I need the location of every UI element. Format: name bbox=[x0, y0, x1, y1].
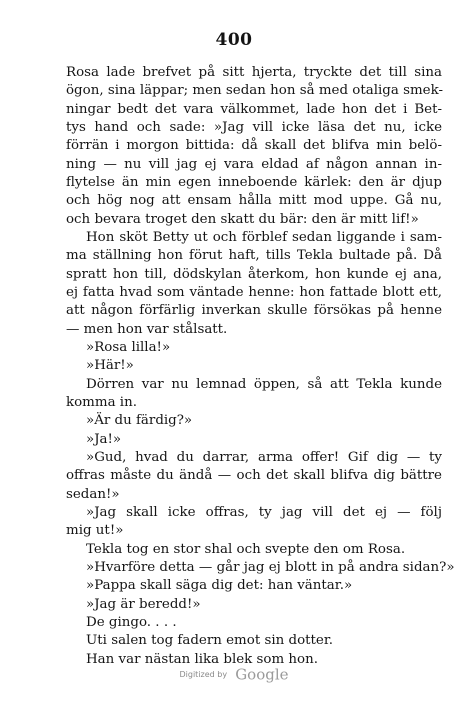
text-line: ej fatta hvad som väntade henne: hon fattade blott ett, bbox=[66, 284, 442, 300]
text-line: »Här!» bbox=[86, 358, 134, 374]
text-line: mig ut!» bbox=[66, 523, 124, 539]
text-line: komma in. bbox=[66, 394, 137, 410]
text-line: »Är du färdig?» bbox=[86, 413, 193, 429]
text-line: ma ställning hon förut haft, tills Tekla bultade på. Då bbox=[66, 248, 442, 264]
text-line: — men hon var stålsatt. bbox=[66, 321, 228, 337]
text-line: och hög nog att ensam hålla mitt mod uppe. Gå nu, bbox=[66, 193, 442, 209]
text-line: »Pappa skall säga dig det: han väntar.» bbox=[86, 578, 353, 594]
text-line: ögon, sina läppar; men sedan hon så med otaliga smek- bbox=[66, 83, 443, 99]
text-line: »Jag är beredd!» bbox=[86, 596, 201, 612]
text-line: förrän i morgon bittida: då skall det blifva min belö- bbox=[66, 138, 442, 154]
text-line: spratt hon till, dödskylan återkom, hon kunde ej ana, bbox=[66, 266, 442, 282]
text-line: »Jag skall icke offras, ty jag vill det ej — följ bbox=[86, 504, 442, 520]
page-number: 400 bbox=[215, 30, 253, 50]
text-line: sedan!» bbox=[66, 486, 120, 502]
text-line: Hon sköt Betty ut och förblef sedan liggande i sam- bbox=[86, 229, 442, 245]
text-line: »Gud, hvad du darrar, arma offer! Gif dig — ty bbox=[86, 449, 442, 465]
watermark-caption: Digitized by bbox=[179, 670, 228, 679]
text-line: ning — nu vill jag ej vara eldad af någon annan in- bbox=[66, 156, 442, 172]
text-line: »Rosa lilla!» bbox=[86, 339, 171, 355]
text-line: flytelse än min egen inneboende kärlek: den är djup bbox=[66, 174, 442, 190]
text-line: »Ja!» bbox=[86, 431, 122, 447]
text-line: Han var nästan lika blek som hon. bbox=[86, 651, 318, 667]
text-line: Tekla tog en stor shal och svepte den om Rosa. bbox=[86, 541, 406, 557]
text-line: Rosa lade brefvet på sitt hjerta, tryckte det till sina bbox=[66, 65, 442, 80]
text-line: ningar bedt det vara välkommet, lade hon det i Bet- bbox=[66, 101, 442, 117]
text-line: »Hvarföre detta — går jag ej blott in på andra sidan?» bbox=[86, 559, 455, 575]
body-text bbox=[66, 64, 455, 669]
text-line: Uti salen tog fadern emot sin dotter. bbox=[86, 633, 333, 649]
text-line: Dörren var nu lemnad öppen, så att Tekla kunde bbox=[86, 376, 442, 392]
text-line: tys hand och sade: »Jag vill icke läsa det nu, icke bbox=[66, 119, 442, 135]
text-line: att någon förfärlig inverkan skulle försökas på henne bbox=[66, 303, 442, 319]
digitized-watermark bbox=[0, 664, 468, 684]
text-line: offras måste du ändå — och det skall blifva dig bättre bbox=[66, 468, 442, 484]
google-logo: Google bbox=[235, 665, 289, 684]
text-line: De gingo. . . . bbox=[86, 614, 177, 630]
text-line: och bevara troget den skatt du bär: den är mitt lif!» bbox=[66, 211, 419, 227]
